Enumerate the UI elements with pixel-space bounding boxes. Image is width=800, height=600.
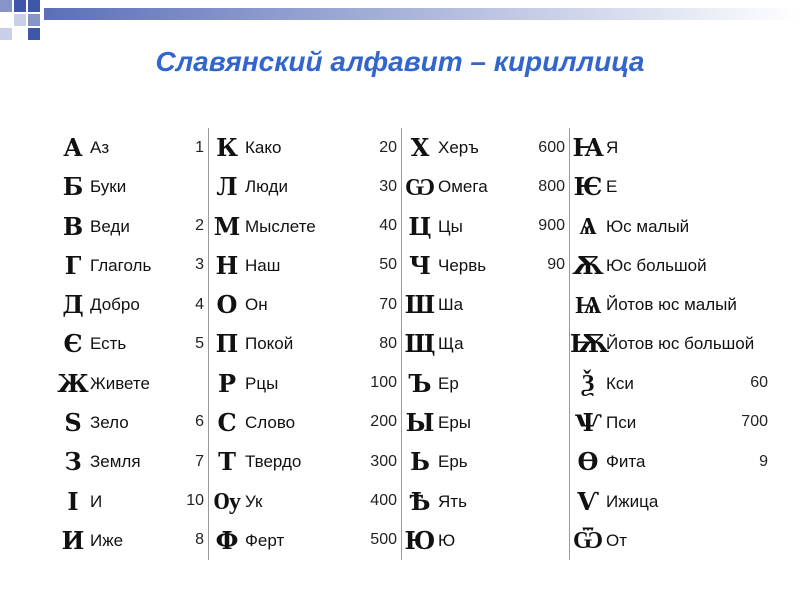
letter-row xyxy=(209,521,401,560)
letter-name: Ферт xyxy=(245,530,285,550)
letter-name: Земля xyxy=(90,452,141,472)
letter-name: Йотов юс большой xyxy=(606,334,755,354)
letter-row xyxy=(209,324,401,363)
alphabet-column-1 xyxy=(56,128,209,560)
letter-name: Йотов юс малый xyxy=(606,295,737,315)
letter-row xyxy=(56,364,208,403)
letter-glyph: Ѭ xyxy=(570,329,610,359)
letter-name: Юс малый xyxy=(606,216,690,236)
letter-row xyxy=(56,167,208,206)
letter-row xyxy=(209,442,401,481)
decorative-header-squares xyxy=(0,0,800,40)
letter-row xyxy=(209,285,401,324)
letter-row xyxy=(56,481,208,520)
letter-row xyxy=(570,521,776,560)
letter-name: Иже xyxy=(90,530,124,550)
letter-glyph: Ч xyxy=(409,250,431,280)
letter-glyph: Ѕ xyxy=(64,407,82,437)
letter-name: Я xyxy=(606,138,619,158)
letter-name: Ижица xyxy=(606,491,659,511)
letter-glyph: Ѡ xyxy=(404,171,435,201)
letter-name: Твердо xyxy=(245,452,302,472)
letter-glyph: Д xyxy=(62,290,84,320)
letter-glyph: З xyxy=(64,447,82,477)
letter-row xyxy=(570,403,776,442)
alphabet-column-4 xyxy=(570,128,776,560)
letter-row xyxy=(402,442,569,481)
letter-numeric-value: 400 xyxy=(370,492,397,510)
letter-row xyxy=(402,285,569,324)
letter-name: Кси xyxy=(606,373,634,393)
letter-name: Ерь xyxy=(438,452,468,472)
letter-name: Како xyxy=(245,138,282,158)
letter-name: Ша xyxy=(438,295,464,315)
letter-glyph: Н xyxy=(215,250,239,280)
alphabet-column-3 xyxy=(402,128,570,560)
letter-numeric-value: 2 xyxy=(195,217,204,235)
letter-glyph: Р xyxy=(217,368,237,398)
letter-glyph: Л xyxy=(216,172,238,202)
letter-name: Червь xyxy=(438,255,487,275)
letter-name: Слово xyxy=(245,412,296,432)
letter-numeric-value: 4 xyxy=(195,295,204,313)
letter-name: Еры xyxy=(438,412,472,432)
letter-row xyxy=(56,442,208,481)
letter-name: Он xyxy=(245,295,268,315)
letter-numeric-value: 700 xyxy=(741,413,768,431)
letter-row xyxy=(570,324,776,363)
letter-row xyxy=(209,364,401,403)
letter-glyph: Ь xyxy=(410,447,430,477)
letter-name: Ер xyxy=(438,373,459,393)
letter-row xyxy=(56,324,208,363)
letter-glyph: Г xyxy=(64,250,82,280)
letter-glyph: С xyxy=(217,407,237,437)
letter-numeric-value: 6 xyxy=(195,413,204,431)
letter-glyph: Ꙗ xyxy=(572,133,604,163)
letter-row xyxy=(56,246,208,285)
letter-glyph: И xyxy=(61,525,85,555)
alphabet-column-2 xyxy=(209,128,402,560)
letter-glyph: Ф xyxy=(215,525,239,555)
letter-row xyxy=(402,521,569,560)
letter-row xyxy=(56,207,208,246)
letter-glyph: М xyxy=(213,211,241,241)
letter-numeric-value: 8 xyxy=(195,531,204,549)
letter-row xyxy=(570,167,776,206)
letter-glyph: Ѥ xyxy=(573,172,603,202)
letter-row xyxy=(209,167,401,206)
letter-name: И xyxy=(90,491,103,511)
letter-name: Е xyxy=(606,177,618,197)
letter-glyph: Ѿ xyxy=(572,525,603,555)
letter-row xyxy=(402,207,569,246)
letter-name: Наш xyxy=(245,255,281,275)
letter-row xyxy=(402,324,569,363)
letter-row xyxy=(402,481,569,520)
letter-row xyxy=(402,246,569,285)
letter-name: Есть xyxy=(90,334,127,354)
letter-name: Херъ xyxy=(438,138,479,158)
letter-name: Юс большой xyxy=(606,255,707,275)
letter-numeric-value: 5 xyxy=(195,334,204,352)
letter-numeric-value: 3 xyxy=(195,256,204,274)
letter-name: Рцы xyxy=(245,373,279,393)
letter-row xyxy=(56,521,208,560)
letter-row xyxy=(570,246,776,285)
letter-name: Ща xyxy=(438,334,464,354)
letter-row xyxy=(209,403,401,442)
letter-numeric-value: 500 xyxy=(370,531,397,549)
letter-name: Веди xyxy=(90,216,130,236)
letter-row xyxy=(56,128,208,167)
letter-row xyxy=(402,128,569,167)
letter-name: Зело xyxy=(90,412,129,432)
letter-glyph: Ѳ xyxy=(577,447,599,477)
alphabet-table xyxy=(56,128,776,560)
letter-numeric-value: 300 xyxy=(370,452,397,470)
letter-numeric-value: 50 xyxy=(379,256,397,274)
letter-numeric-value: 7 xyxy=(195,452,204,470)
letter-glyph: Т xyxy=(218,447,236,477)
letter-glyph: К xyxy=(216,133,238,163)
letter-row xyxy=(56,403,208,442)
letter-name: Фита xyxy=(606,452,646,472)
letter-row xyxy=(570,285,776,324)
letter-name: Цы xyxy=(438,216,463,236)
letter-row xyxy=(402,167,569,206)
letter-glyph: Ъ xyxy=(408,368,432,398)
letter-name: Пси xyxy=(606,412,637,432)
letter-glyph: Ы xyxy=(405,407,435,437)
letter-glyph: Ѧ xyxy=(579,211,597,241)
letter-row xyxy=(209,481,401,520)
letter-row xyxy=(56,285,208,324)
letter-numeric-value: 60 xyxy=(750,374,768,392)
letter-name: Добро xyxy=(90,295,140,315)
letter-name: Аз xyxy=(90,138,110,158)
letter-row xyxy=(402,403,569,442)
letter-glyph: Х xyxy=(410,133,430,163)
letter-glyph: Ж xyxy=(57,368,89,398)
letter-numeric-value: 1 xyxy=(195,138,204,156)
letter-glyph: Ѣ xyxy=(409,486,431,516)
letter-row xyxy=(209,128,401,167)
letter-numeric-value: 70 xyxy=(379,295,397,313)
letter-row xyxy=(570,128,776,167)
letter-glyph: Ю xyxy=(404,525,436,555)
letter-numeric-value: 9 xyxy=(759,452,768,470)
letter-glyph: А xyxy=(63,133,83,163)
letter-glyph: Є xyxy=(63,329,83,359)
letter-row xyxy=(209,207,401,246)
letter-numeric-value: 20 xyxy=(379,138,397,156)
letter-name: Глаголь xyxy=(90,255,152,275)
letter-numeric-value: 10 xyxy=(186,492,204,510)
letter-name: Омега xyxy=(438,177,488,197)
letter-name: Покой xyxy=(245,334,294,354)
letter-numeric-value: 30 xyxy=(379,177,397,195)
letter-row xyxy=(209,246,401,285)
letter-glyph: Ѱ xyxy=(574,407,602,437)
letter-name: От xyxy=(606,530,628,550)
letter-glyph: Щ xyxy=(404,329,436,359)
letter-glyph: Ѵ xyxy=(577,486,599,516)
letter-row xyxy=(570,207,776,246)
letter-numeric-value: 100 xyxy=(370,374,397,392)
letter-glyph: Ѹ xyxy=(213,486,241,516)
letter-name: Ю xyxy=(438,530,456,550)
letter-glyph: Ш xyxy=(404,290,436,320)
letter-glyph: О xyxy=(216,290,238,320)
letter-glyph: П xyxy=(215,329,239,359)
letter-numeric-value: 600 xyxy=(538,138,565,156)
letter-numeric-value: 800 xyxy=(538,177,565,195)
letter-name: Буки xyxy=(90,177,127,197)
letter-glyph: Ѩ xyxy=(574,289,602,319)
letter-numeric-value: 900 xyxy=(538,217,565,235)
letter-name: Люди xyxy=(245,177,288,197)
letter-numeric-value: 80 xyxy=(379,334,397,352)
letter-name: Живете xyxy=(90,373,150,393)
letter-glyph: Б xyxy=(62,172,84,202)
letter-name: Ук xyxy=(245,491,263,511)
letter-glyph: І xyxy=(67,486,79,516)
letter-name: Ять xyxy=(438,491,467,511)
letter-row xyxy=(570,442,776,481)
letter-numeric-value: 200 xyxy=(370,413,397,431)
letter-row xyxy=(570,364,776,403)
letter-numeric-value: 90 xyxy=(547,256,565,274)
letter-glyph: В xyxy=(62,211,84,241)
letter-row xyxy=(570,481,776,520)
letter-glyph: Ѯ xyxy=(581,368,595,398)
letter-numeric-value: 40 xyxy=(379,217,397,235)
letter-glyph: Ц xyxy=(408,211,432,241)
letter-row xyxy=(402,364,569,403)
letter-glyph: Ѫ xyxy=(572,250,604,280)
letter-name: Мыслете xyxy=(245,216,316,236)
page-title: Славянский алфавит – кириллица xyxy=(155,46,645,77)
